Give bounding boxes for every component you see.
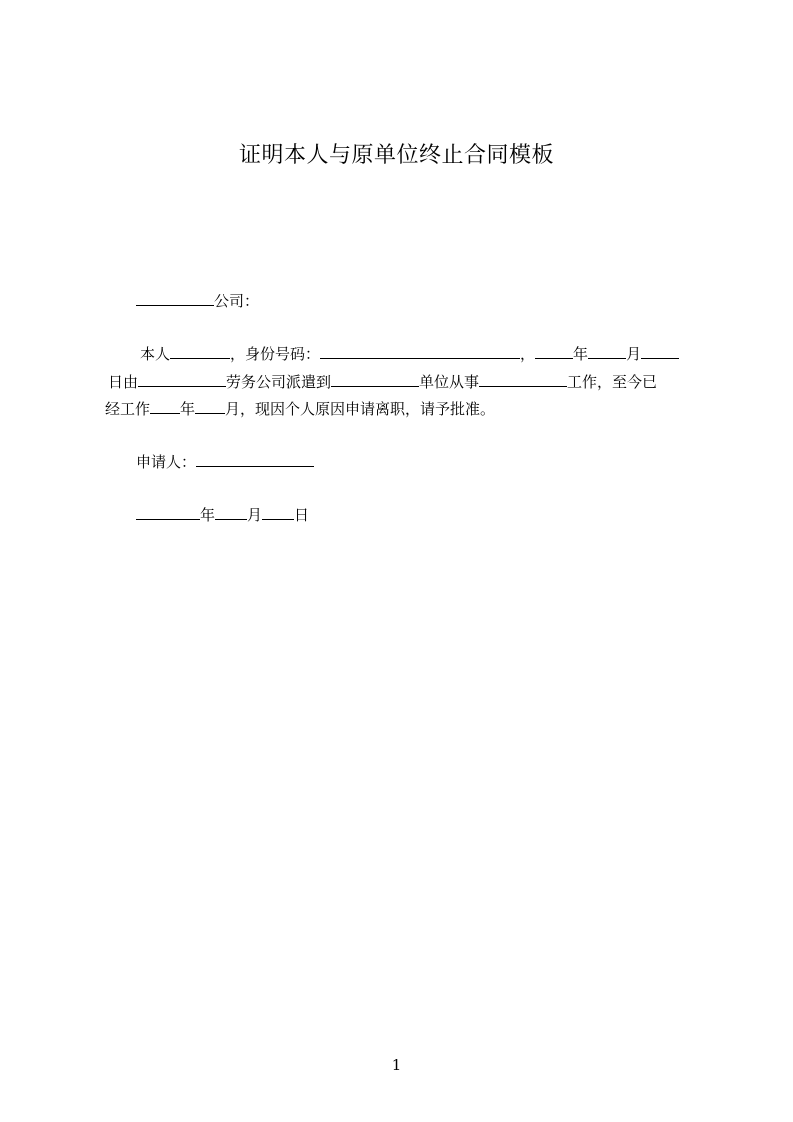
date-month-label: 月 — [247, 506, 263, 524]
name-blank[interactable] — [170, 343, 230, 359]
job-blank[interactable] — [479, 371, 567, 387]
body-text: 月，现因个人原因申请离职，请予批准。 — [225, 400, 496, 418]
company-name-blank[interactable] — [136, 290, 214, 306]
date-line — [136, 504, 309, 526]
id-number-blank[interactable] — [320, 343, 520, 359]
body-text: 单位从事 — [419, 373, 480, 391]
date-day-label: 日 — [294, 506, 310, 524]
start-month-blank[interactable] — [588, 343, 626, 359]
months-worked-blank[interactable] — [195, 398, 225, 414]
body-text: ，身份号码： — [230, 345, 321, 363]
body-line-3 — [105, 398, 495, 420]
body-text: 日由 — [108, 373, 139, 391]
document-title: 证明本人与原单位终止合同模板 — [238, 143, 554, 168]
applicant-label: 申请人： — [136, 453, 197, 471]
date-day-blank[interactable] — [262, 504, 294, 520]
salutation-line — [136, 290, 259, 312]
start-year-blank[interactable] — [535, 343, 573, 359]
body-text: ， — [520, 345, 536, 363]
date-year-label: 年 — [200, 506, 216, 524]
body-text: 工作，至今已 — [567, 373, 658, 391]
years-worked-blank[interactable] — [150, 398, 180, 414]
date-year-blank[interactable] — [136, 504, 200, 520]
body-text: 本人 — [140, 345, 171, 363]
page-number: 1 — [391, 1056, 402, 1074]
applicant-signature-blank[interactable] — [196, 451, 314, 467]
agency-blank[interactable] — [138, 371, 226, 387]
body-text: 年 — [180, 400, 196, 418]
date-month-blank[interactable] — [215, 504, 247, 520]
company-suffix: 公司： — [214, 292, 260, 310]
body-text: 月 — [626, 345, 642, 363]
applicant-line — [136, 451, 314, 473]
body-text: 年 — [573, 345, 589, 363]
body-line-1 — [140, 343, 679, 365]
start-day-blank[interactable] — [641, 343, 679, 359]
body-line-2 — [108, 371, 657, 393]
employer-blank[interactable] — [331, 371, 419, 387]
body-text: 经工作 — [105, 400, 151, 418]
body-text: 劳务公司派遣到 — [226, 373, 332, 391]
